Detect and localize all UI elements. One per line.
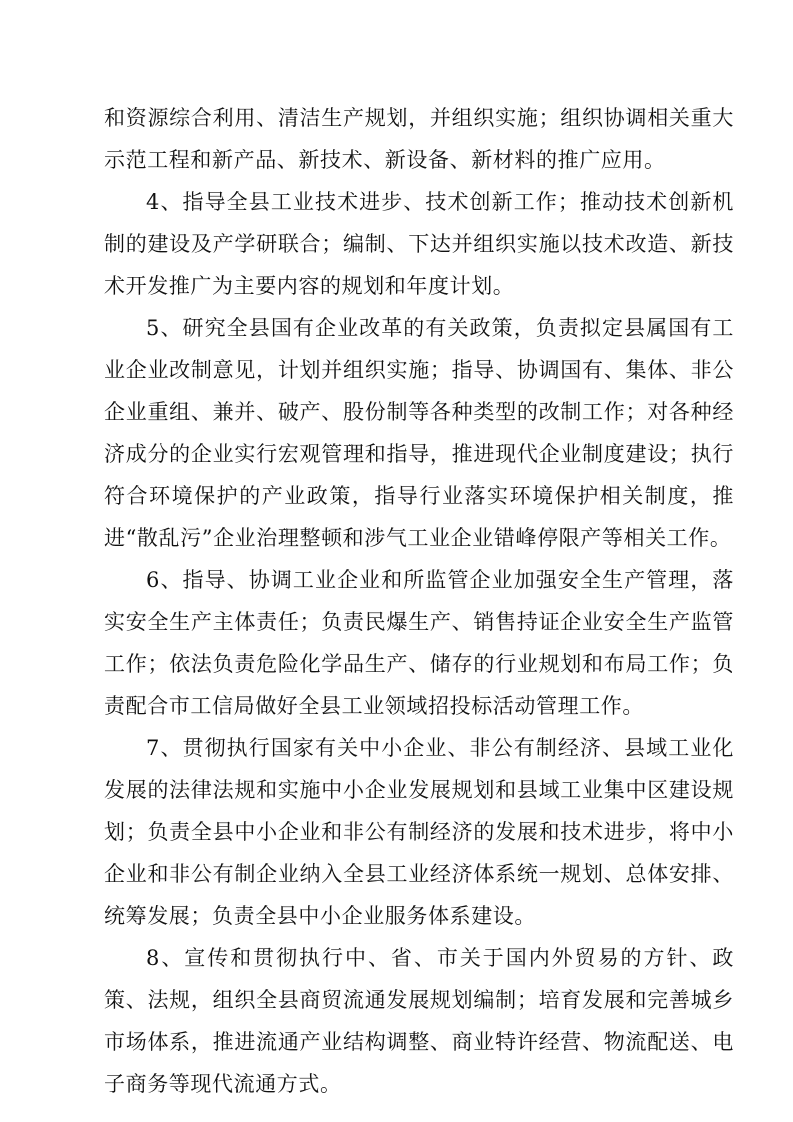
paragraph-item-7: 7、贯彻执行国家有关中小企业、非公有制经济、县域工业化发展的法律法规和实施中小企业发展规划和县域工业集中区建设规划；负责全县中小企业和非公有制经济的发展和技术进步，将中小企业和非公有制企业纳入全县工业经济体系统一规划、总体安排、统筹发展；负责全县中小企业服务体系建设。 [104,736,734,928]
paragraph-item-4: 4、指导全县工业技术进步、技术创新工作；推动技术创新机制的建设及产学研联合；编制、下达并组织实施以技术改造、新技术开发推广为主要内容的规划和年度计划。 [104,190,734,298]
paragraph-continuation: 和资源综合利用、清洁生产规划，并组织实施；组织协调相关重大示范工程和新产品、新技术、新设备、新材料的推广应用。 [104,106,734,172]
document-page [104,97,734,1105]
paragraph-item-6: 6、指导、协调工业企业和所监管企业加强安全生产管理，落实安全生产主体责任；负责民爆生产、销售持证企业安全生产监管工作；依法负责危险化学品生产、储存的行业规划和布局工作；负责配合市工信局做好全县工业领域招投标活动管理工作。 [104,568,734,718]
paragraph-item-5: 5、研究全县国有企业改革的有关政策，负责拟定县属国有工业企业改制意见，计划并组织实施；指导、协调国有、集体、非公企业重组、兼并、破产、股份制等各种类型的改制工作；对各种经济成分的企业实行宏观管理和指导，推进现代企业制度建设；执行符合环境保护的产业政策，指导行业落实环境保护相关制度，推进“散乱污”企业治理整顿和涉气工业企业错峰停限产等相关工作。 [104,316,734,550]
paragraph-item-8: 8、宣传和贯彻执行中、省、市关于国内外贸易的方针、政策、法规，组织全县商贸流通发展规划编制；培育发展和完善城乡市场体系，推进流通产业结构调整、商业特许经营、物流配送、电子商务等现代流通方式。 [104,946,734,1096]
